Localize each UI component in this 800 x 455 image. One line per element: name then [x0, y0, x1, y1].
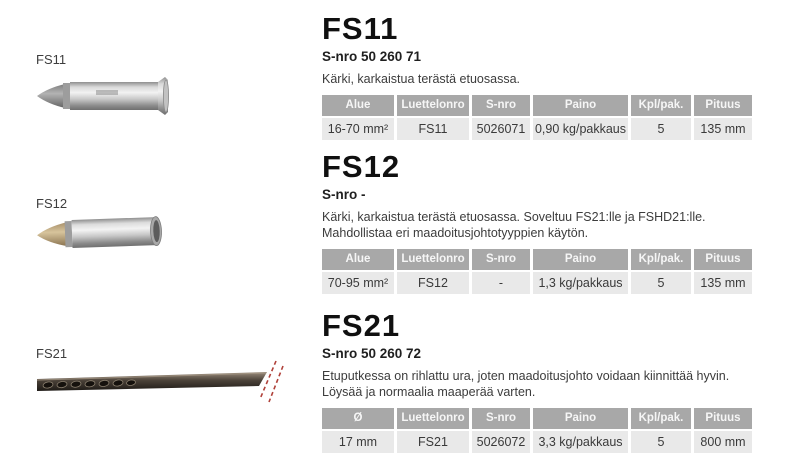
- product-title: FS12: [322, 149, 401, 184]
- table-cell: 5026071: [472, 118, 530, 140]
- description-line: Etuputkessa on rihlattu ura, joten maadoitusjohto voidaan kiinnittää hyvin.: [322, 369, 730, 383]
- table-cell: 17 mm: [322, 431, 394, 453]
- table-header-cell: Paino: [533, 95, 628, 116]
- table-header-cell: S-nro: [472, 95, 530, 116]
- table-header-cell: Luettelonro: [397, 408, 469, 429]
- table-cell: 135 mm: [694, 118, 752, 140]
- table-cell: -: [472, 272, 530, 294]
- table-header-cell: Alue: [322, 249, 394, 270]
- table-cell: 0,90 kg/pakkaus: [533, 118, 628, 140]
- product-section-fs21: [322, 309, 756, 453]
- description-line: Mahdollistaa eri maadoitusjohtotyyppien käytön.: [322, 226, 589, 240]
- product-spec-table: [322, 95, 756, 140]
- table-cell: 5026072: [472, 431, 530, 453]
- product-section-fs12: [322, 150, 756, 294]
- table-cell: 800 mm: [694, 431, 752, 453]
- product-subtitle: S-nro 50 260 71: [322, 49, 422, 64]
- description-line: Kärki, karkaistua terästä etuosassa. Soveltuu FS21:lle ja FSHD21:lle.: [322, 210, 706, 224]
- table-header-cell: Luettelonro: [397, 249, 469, 270]
- table-cell: 3,3 kg/pakkaus: [533, 431, 628, 453]
- table-header-cell: Kpl/pak.: [631, 408, 691, 429]
- table-cell: FS11: [397, 118, 469, 140]
- table-header-cell: Ø: [322, 408, 394, 429]
- table-cell: 5: [631, 431, 691, 453]
- table-header-cell: Luettelonro: [397, 95, 469, 116]
- table-header-cell: Pituus: [694, 408, 752, 429]
- table-cell: 70-95 mm²: [322, 272, 394, 294]
- table-cell: 135 mm: [694, 272, 752, 294]
- product-title: FS21: [322, 308, 401, 343]
- table-header-cell: Paino: [533, 249, 628, 270]
- product-description: [322, 368, 756, 400]
- table-cell: 1,3 kg/pakkaus: [533, 272, 628, 294]
- product-image-fs12-tip: [33, 207, 169, 258]
- table-cell: 5: [631, 118, 691, 140]
- table-cell: FS12: [397, 272, 469, 294]
- description-line: Kärki, karkaistua terästä etuosassa.: [322, 72, 521, 86]
- table-header-cell: Pituus: [694, 95, 752, 116]
- table-header-cell: Kpl/pak.: [631, 95, 691, 116]
- product-image-fs21-rod: [30, 356, 288, 404]
- product-description: [322, 209, 756, 241]
- table-header-cell: S-nro: [472, 249, 530, 270]
- table-cell: 16-70 mm²: [322, 118, 394, 140]
- product-section-fs11: [322, 12, 756, 140]
- product-image-label-fs21: FS21: [36, 346, 68, 361]
- product-subtitle: S-nro 50 260 72: [322, 346, 422, 361]
- product-description: [322, 71, 756, 87]
- table-cell: 5: [631, 272, 691, 294]
- table-header-cell: Paino: [533, 408, 628, 429]
- description-line: Löysää ja normaalia maaperää varten.: [322, 385, 536, 399]
- table-cell: FS21: [397, 431, 469, 453]
- product-title: FS11: [322, 11, 399, 46]
- product-image-label-fs12: FS12: [36, 196, 68, 211]
- product-spec-table: [322, 249, 756, 294]
- table-header-cell: Pituus: [694, 249, 752, 270]
- product-image-fs11-tip: [34, 74, 172, 118]
- table-header-cell: S-nro: [472, 408, 530, 429]
- table-header-cell: Alue: [322, 95, 394, 116]
- break-lines-icon: [260, 361, 283, 402]
- product-subtitle: S-nro -: [322, 187, 366, 202]
- table-header-cell: Kpl/pak.: [631, 249, 691, 270]
- product-spec-table: [322, 408, 756, 453]
- product-image-label-fs11: FS11: [36, 52, 67, 67]
